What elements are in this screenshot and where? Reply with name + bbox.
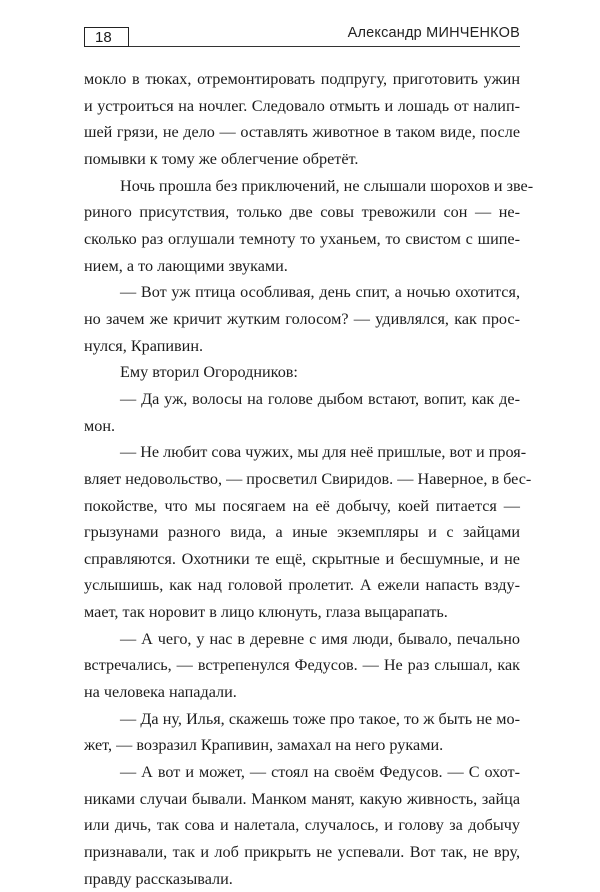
text-line: помывки к тому же облегчение обретёт.	[84, 149, 359, 168]
text-line: Ему вторил Огородников:	[120, 363, 298, 382]
text-line: — Да уж, волосы на голове дыбом встают, вопит, как де-	[120, 389, 520, 408]
text-line: шей грязи, не дело — оставлять животное в таком виде, после	[84, 123, 520, 142]
text-line: никами случаи бывали. Манком манят, какую живность, зайца	[84, 789, 520, 808]
text-line: покойстве, что мы посягаем на её добычу, коей питается —	[84, 496, 520, 515]
running-head: Александр МИНЧЕНКОВ	[347, 25, 520, 41]
text-line: но зачем же кричит жутким голосом? — удивлялся, как прос-	[84, 309, 520, 328]
text-line: услышишь, как над головой пролетит. А ежели напасть взду-	[84, 576, 520, 595]
text-line: — А чего, у нас в деревне с имя люди, бывало, печально	[120, 629, 520, 648]
text-line: признавали, так и лоб прикрыть не успевали. Вот так, не вру,	[84, 843, 520, 862]
text-line: риного присутствия, только две совы тревожили сон — не-	[84, 203, 520, 222]
text-line: нулся, Крапивин.	[84, 336, 204, 355]
text-line: — Да ну, Илья, скажешь тоже про такое, то ж быть не мо-	[120, 709, 520, 728]
text-line: сколько раз оглушали темноту то уханьем, то свистом с шипе-	[84, 229, 520, 248]
text-line: мокло в тюках, отремонтировать подпругу, приготовить ужин	[84, 70, 520, 88]
text-line: встречались, — встрепенулся Федусов. — Не раз слышал, как	[84, 656, 520, 675]
text-line: грызунами разного вида, а иные экземпляры и с зайцами	[84, 523, 520, 542]
text-line: правду рассказывали.	[84, 869, 233, 888]
text-line: мон.	[84, 416, 116, 435]
text-line: — Вот уж птица особливая, день спит, а ночью охотится,	[120, 283, 520, 302]
text-line: жет, — возразил Крапивин, замахал на него руками.	[84, 736, 444, 755]
text-line: и устроиться на ночлег. Следовало отмыть и лошадь от налип-	[84, 96, 520, 115]
text-line: — А вот и может, — стоял на своём Федусов. — С охот-	[120, 763, 520, 782]
text-line: Ночь прошла без приключений, не слышали шорохов и зве-	[120, 176, 534, 195]
body-text	[84, 66, 534, 892]
page-number: 18	[95, 29, 112, 46]
text-line: мает, так норовит в лицо клюнуть, глаза выцарапать.	[84, 603, 448, 622]
text-line: — Не любит сова чужих, мы для неё пришлые, вот и проя-	[120, 443, 527, 462]
text-line: нием, а то лающими звуками.	[84, 256, 288, 275]
header-rule	[129, 46, 520, 47]
text-line: на человека нападали.	[84, 683, 237, 702]
page-number-box	[84, 27, 129, 47]
text-line: справляются. Охотники те ещё, скрытные и бесшумные, и не	[84, 549, 520, 568]
text-line: вляет недовольство, — просветил Свиридов. — Наверное, в бес-	[84, 469, 532, 488]
text-line: или дичь, так сова и налетала, случалось, и голову за добычу	[84, 816, 520, 835]
